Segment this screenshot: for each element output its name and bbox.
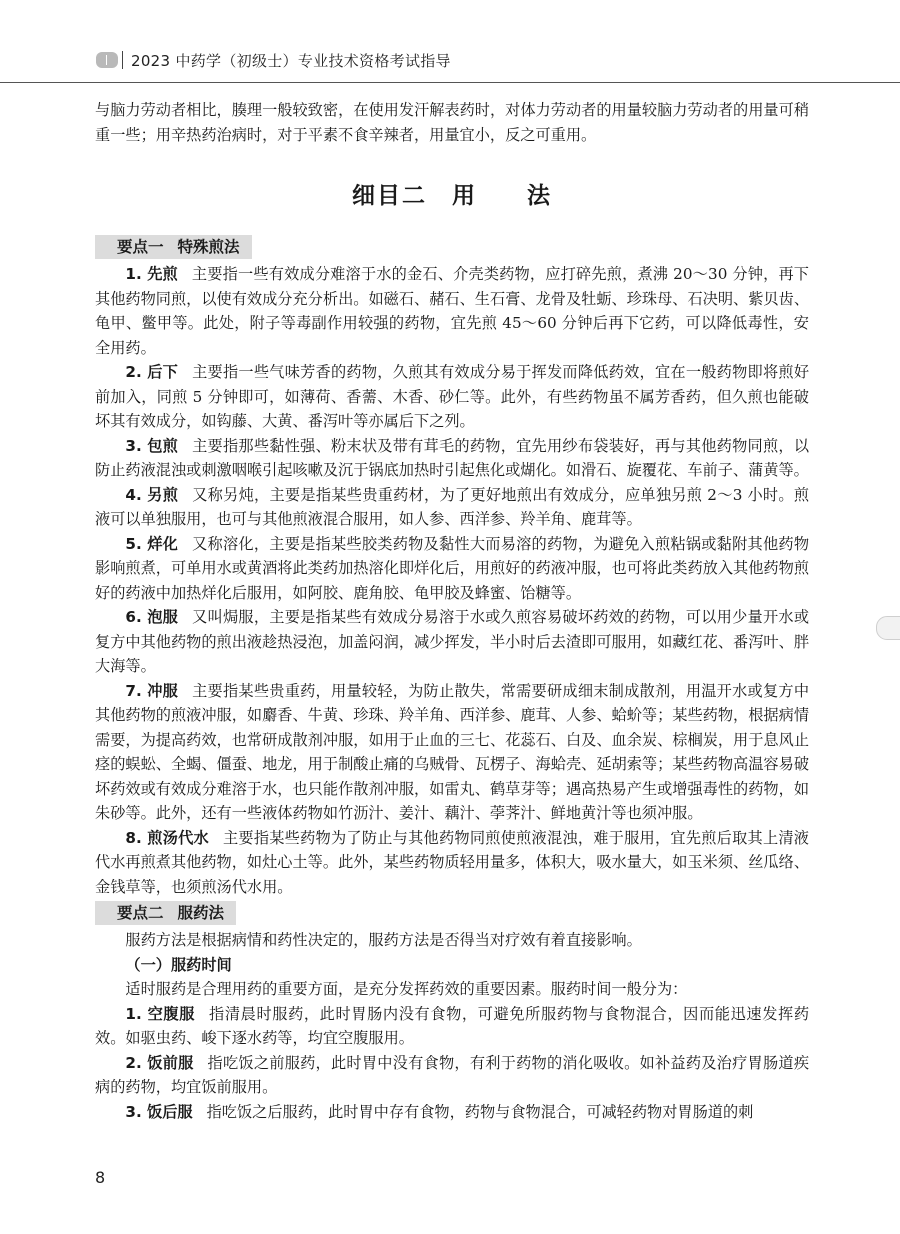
point1-label: 要点一: [117, 238, 164, 256]
item-kongfufu: [95, 1002, 809, 1051]
point2-label: 要点二: [117, 904, 164, 922]
item-term: 5. 烊化: [125, 534, 179, 553]
item-term: 2. 饭前服: [125, 1053, 194, 1072]
item-text: 指吃饭之前服药，此时胃中没有食物，有利于药物的消化吸收。如补益药及治疗胃肠道疾病的药物，均宜饭前服用。: [95, 1053, 810, 1096]
point2-intro: 服药方法是根据病情和药性决定的，服药方法是否得当对疗效有着直接影响。: [125, 931, 642, 949]
item-term: 2. 后下: [125, 363, 179, 381]
item-yanghua: [95, 532, 809, 606]
item-houxia: [95, 360, 809, 434]
watermark-icon: [876, 616, 900, 640]
running-header: [0, 40, 900, 83]
item-term: 6. 泡服: [125, 608, 179, 626]
item-baojian: [95, 434, 809, 483]
item-text: 又称溶化，主要是指某些胶类药物及黏性大而易溶的药物，为避免入煎粘锅或黏附其他药物影响煎煮，可单用水或黄酒将此类药加热溶化即烊化后，用煎好的药液冲服，也可将此类药放入其他药物煎好的药液中加热烊化后服用，如阿胶、鹿角胶、龟甲胶及蜂蜜、饴糖等。: [95, 534, 810, 602]
item-text: 主要指一些气味芳香的药物，久煎其有效成分易于挥发而降低药效，宜在一般药物即将煎好前加入，同煎 5 分钟即可，如薄荷、香薷、木香、砂仁等。此外，有些药物虽不属芳香药，但久煎也能破坏其有效成分，如钩藤、大黄、番泻叶等亦属后下之列。: [95, 363, 810, 430]
item-term: 4. 另煎: [125, 485, 179, 504]
item-term: 8. 煎汤代水: [125, 828, 209, 847]
item-lingjian: [95, 483, 809, 532]
item-text: 指吃饭之后服药，此时胃中存有食物，药物与食物混合，可减轻药物对胃肠道的刺: [206, 1102, 754, 1121]
item-text: 主要指某些药物为了防止与其他药物同煎使煎液混浊，难于服用，宜先煎后取其上清液代水再煎煮其他药物，如灶心土等。此外，某些药物质轻用量多，体积大，吸水量大，如玉米须、丝瓜络、金钱草等，也须煎汤代水用。: [95, 828, 809, 896]
item-text: 主要指某些贵重药，用量较轻，为防止散失，常需要研成细末制成散剂，用温开水或复方中其他药物的煎液冲服，如麝香、牛黄、珍珠、羚羊角、西洋参、鹿茸、人参、蛤蚧等；某些药物，根据病情需要，为提高药效，也常研成散剂冲服，如用于止血的三七、花蕊石、白及、血余炭、棕榈炭，用于息风止痉的蜈蚣、全蝎、僵蚕、地龙，用于制酸止痛的乌贼骨、瓦楞子、海蛤壳、延胡索等；某些药物高温容易破坏药效或有效成分难溶于水，也只能作散剂冲服，如雷丸、鹤草芽等；遇高热易产生或增强毒性的药物，如朱砂等。此外，还有一些液体药物如竹沥汁、姜汁、藕汁、荸荠汁、鲜地黄汁等也须冲服。: [95, 681, 810, 822]
item-term: 3. 饭后服: [125, 1102, 193, 1121]
item-text: 又称另炖，主要是指某些贵重药材，为了更好地煎出有效成分，应单独另煎 2～3 小时。煎液可以单独服用，也可与其他煎液混合服用，如人参、西洋参、羚羊角、鹿茸等。: [95, 485, 810, 528]
point1-heading: [95, 235, 252, 259]
item-text: 又叫焗服，主要是指某些有效成分易溶于水或久煎容易破坏药效的药物，可以用少量开水或复方中其他药物的煎出液趁热浸泡，加盖闷润，减少挥发，半小时后去渣即可服用，如藏红花、番泻叶、胖大海等。: [95, 608, 810, 675]
item-text: 指清晨时服药，此时胃肠内没有食物，可避免所服药物与食物混合，因而能迅速发挥药效。如驱虫药、峻下逐水药等，均宜空腹服用。: [95, 1004, 810, 1047]
point2-heading: [95, 901, 236, 925]
item-text: 主要指那些黏性强、粉末状及带有茸毛的药物，宜先用纱布袋装好，再与其他药物同煎，以防止药液混浊或刺激咽喉引起咳嗽及沉于锅底加热时引起焦化或煳化。如滑石、旋覆花、车前子、蒲黄等。: [95, 436, 810, 479]
intro-paragraph: 与脑力劳动者相比，腠理一般较致密，在使用发汗解表药时，对体力劳动者的用量较脑力劳动者的用量可稍重一些；用辛热药治病时，对于平素不食辛辣者，用量宜小，反之可重用。: [95, 101, 809, 144]
header-title: 2023 中药学（初级士）专业技术资格考试指导: [131, 52, 451, 70]
item-paofu: [95, 605, 809, 679]
item-xianjian: [95, 262, 809, 360]
header-divider: [122, 51, 123, 69]
item-fanqianfu: [95, 1051, 809, 1100]
item-text: 主要指一些有效成分难溶于水的金石、介壳类药物，应打碎先煎，煮沸 20～30 分钟，再下其他药物同煎，以使有效成分充分析出。如磁石、赭石、生石膏、龙骨及牡蛎、珍珠母、石决明、紫贝齿、龟甲、鳖甲等。此处，附子等毒副作用较强的药物，宜先煎 45～60 分钟后再下它药，可以降低毒性，安全用药。: [95, 265, 809, 357]
point2-title: 服药法: [177, 904, 225, 922]
item-term: 3. 包煎: [125, 436, 179, 455]
section-title: 细目二 用 法: [352, 183, 552, 209]
page-body: [95, 98, 809, 1124]
item-chongfu: [95, 679, 809, 826]
page-number: 8: [95, 1168, 106, 1187]
subsection-intro: 适时服药是合理用药的重要方面，是充分发挥药效的重要因素。服药时间一般分为：: [125, 980, 688, 998]
item-fanhoufu: [95, 1100, 809, 1125]
subsection-title: （一）服药时间: [125, 955, 232, 974]
item-jiantangdaishui: [95, 826, 809, 900]
item-term: 1. 先煎: [125, 265, 178, 283]
point1-title: 特殊煎法: [177, 238, 240, 256]
item-term: 1. 空腹服: [125, 1004, 196, 1023]
item-term: 7. 冲服: [125, 681, 179, 700]
book-icon: [96, 52, 118, 68]
